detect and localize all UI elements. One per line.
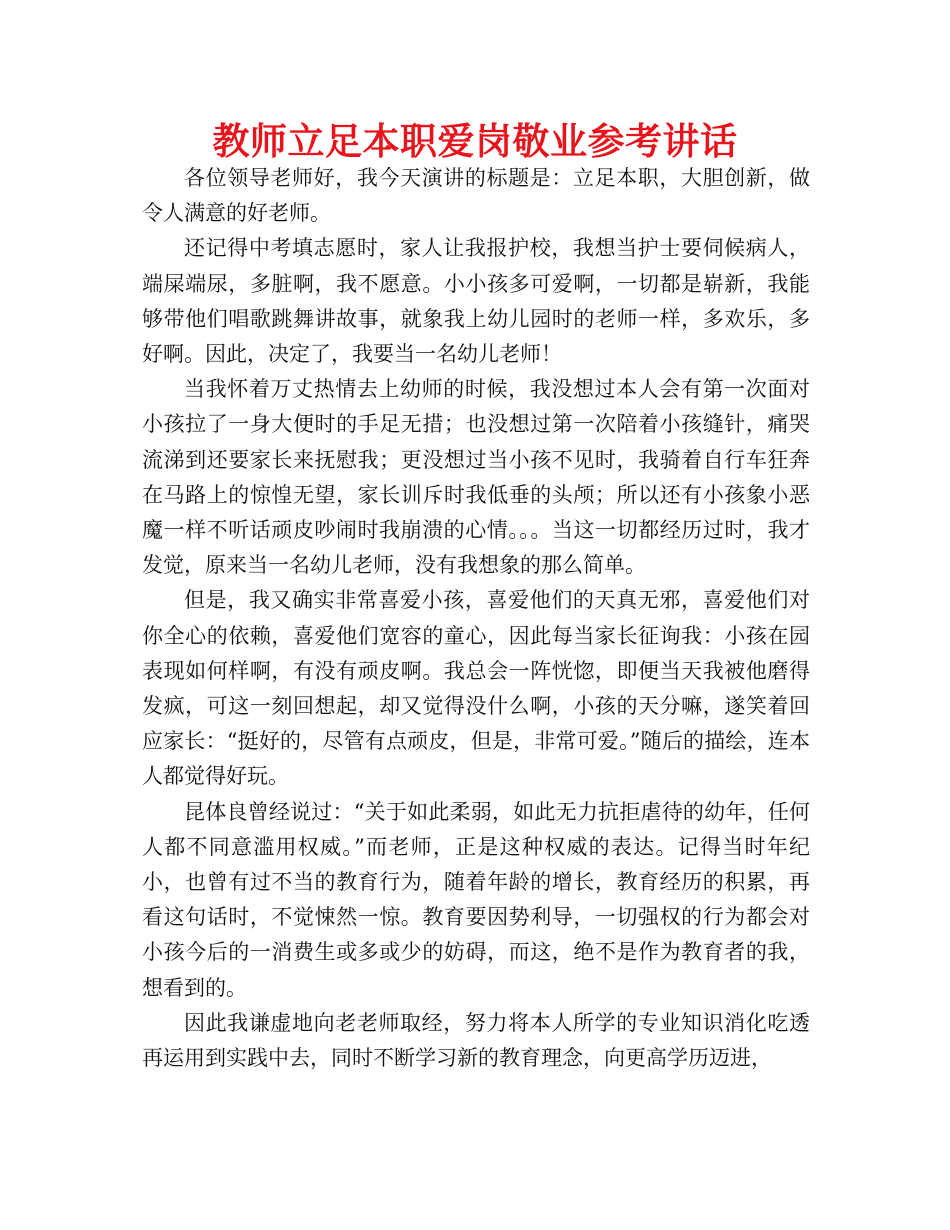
paragraph-love-children: 但是，我又确实非常喜爱小孩，喜爱他们的天真无邪，喜爱他们对你全心的依赖，喜爱他们宽容的童心，因此每当家长征询我：小孩在园表现如何样啊，有没有顽皮啊。我总会一阵恍惚，即便当天我被他磨得发疯，可这一刻回想起，却又觉得没什么啊，小孩的天分嘛，遂笑着回应家长：“挺好的，尽管有点顽皮，但是，非常可爱。”随后的描绘，连本人都觉得好玩。	[142, 588, 810, 789]
paragraph-learning: 因此我谦虚地向老老师取经，努力将本人所学的专业知识消化吃透再运用到实践中去，同时不断学习新的教育理念，向更高学历迈进，	[142, 1010, 810, 1071]
paragraph-quintilian-quote: 昆体良曾经说过：“关于如此柔弱，如此无力抗拒虐待的幼年，任何人都不同意滥用权威。”而老师，正是这种权威的表达。记得当时年纪小，也曾有过不当的教育行为，随着年龄的增长，教育经历的积累，再看这句话时，不觉悚然一惊。教育要因势利导，一切强权的行为都会对小孩今后的一消费生或多或少的妨碍，而这，绝不是作为教育者的我，想看到的。	[142, 799, 810, 1000]
document-title: 教师立足本职爱岗敬业参考讲话	[212, 120, 738, 163]
paragraph-hardships: 当我怀着万丈热情去上幼师的时候，我没想过本人会有第一次面对小孩拉了一身大便时的手足无措；也没想过第一次陪着小孩缝针，痛哭流涕到还要家长来抚慰我；更没想过当小孩不见时，我骑着自行车狂奔在马路上的惊惶无望，家长训斥时我低垂的头颅；所以还有小孩象小恶魔一样不听话顽皮吵闹时我崩溃的心情。。。当这一切都经历过时，我才发觉，原来当一名幼儿老师，没有我想象的那么简单。	[142, 377, 810, 578]
paragraph-greeting: 各位领导老师好，我今天演讲的标题是：立足本职，大胆创新，做令人满意的好老师。	[142, 166, 810, 226]
document-body	[142, 161, 810, 1076]
paragraph-career-choice: 还记得中考填志愿时，家人让我报护校，我想当护士要伺候病人，端屎端尿，多脏啊，我不愿意。小小孩多可爱啊，一切都是崭新，我能够带他们唱歌跳舞讲故事，就象我上幼儿园时的老师一样，多欢乐，多好啊。因此，决定了，我要当一名幼儿老师！	[142, 236, 810, 367]
